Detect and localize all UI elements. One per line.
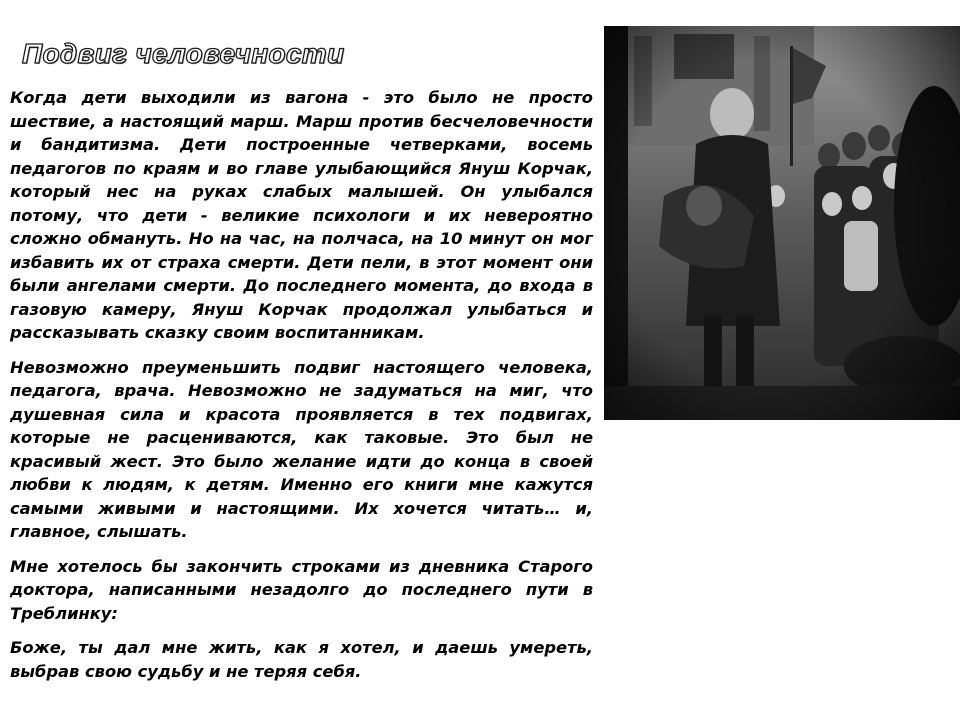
paragraph-1: Когда дети выходили из вагона - это было не просто шествие, а настоящий марш. Марш против бесчеловечности и бандитизма. Дети построенные четверками, восемь педагогов по краям и во главе улыбающийся Януш Корчак, который нес на руках слабых малышей. Он улыбался потому, что дети - великие психологи и их невероятно сложно обмануть. Но на час, на полчаса, на 10 минут он мог избавить их от страха смерти. Дети пели, в этот момент они были ангелами смерти. До последнего момента, до входа в газовую камеру, Януш Корчак продолжал улыбаться и рассказывать сказку своим воспитанникам. — [10, 88, 593, 342]
paragraph-4: Боже, ты дал мне жить, как я хотел, и даешь умереть, выбрав свою судьбу и не теряя себя. — [10, 638, 593, 681]
slide-title: Подвиг человечности — [22, 38, 345, 69]
photo-illustration — [604, 26, 960, 420]
body-text — [10, 86, 593, 694]
paragraph-2: Невозможно преуменьшить подвиг настоящего человека, педагога, врача. Невозможно не задуматься на миг, что душевная сила и красота проявляется в тех подвигах, которые не расцениваются, как таковые. Это был не красивый жест. Это было желание идти до конца в своей любви к людям, к детям. Именно его книги мне кажутся самыми живыми и настоящими. Их хочется читать… и, главное, слышать. — [10, 357, 593, 541]
historical-photo — [604, 26, 960, 420]
paragraph-3: Мне хотелось бы закончить строками из дневника Старого доктора, написанными незадолго до последнего пути в Треблинку: — [10, 556, 593, 623]
